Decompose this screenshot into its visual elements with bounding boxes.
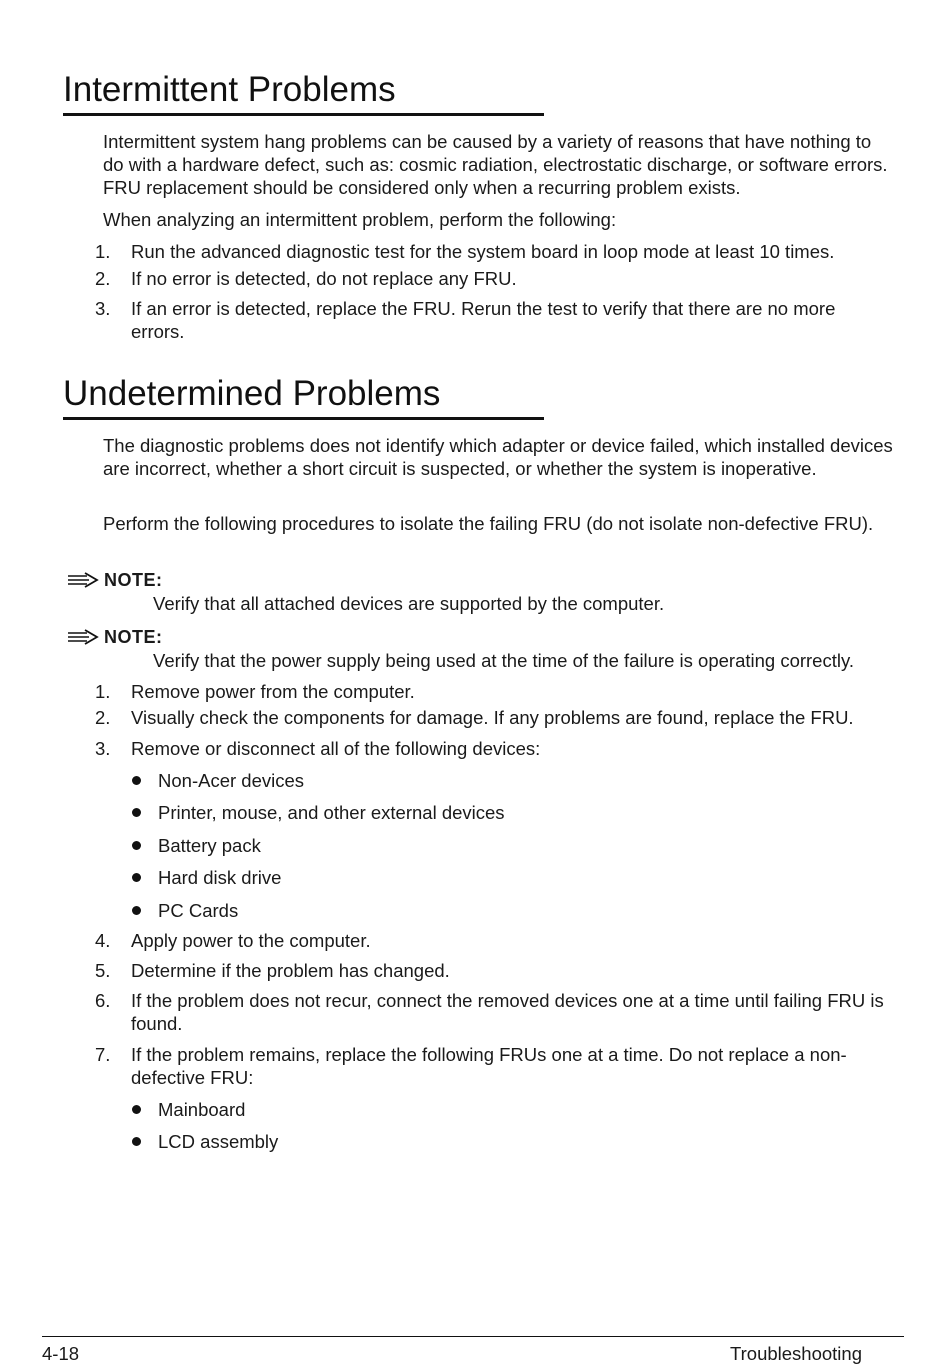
step-text: Remove power from the computer. [131,681,415,702]
undetermined-intro: The diagnostic problems does not identify which adapter or device failed, which installed devices are incorrect, whether a short circuit is suspected, or whether the system is inoperative. [103,435,893,479]
bullet-dot-icon [132,873,141,882]
note-text: Verify that all attached devices are supported by the computer. [153,593,665,614]
bullet-dot-icon [132,1137,141,1146]
bullet-text: Printer, mouse, and other external devices [158,802,505,823]
step-number: 7. [95,1044,111,1065]
bullet-text: Non-Acer devices [158,770,305,791]
step-number: 1. [95,241,111,262]
step-text: Determine if the problem has changed. [131,960,450,981]
bullet-text: Hard disk drive [158,867,282,888]
chapter-title: Troubleshooting [730,1343,862,1364]
step-text: Visually check the components for damage. If any problems are found, replace the FRU. [131,707,854,728]
bullet-dot-icon [132,841,141,850]
step-text: If no error is detected, do not replace any FRU. [131,268,517,289]
section-title-intermittent: Intermittent Problems [63,70,396,109]
bullet-dot-icon [132,906,141,915]
step-text: Remove or disconnect all of the following devices: [131,738,541,759]
bullet-dot-icon [132,1105,141,1114]
note-label: NOTE: [104,627,163,647]
bullet-text: LCD assembly [158,1131,279,1152]
step-text: Run the advanced diagnostic test for the system board in loop mode at least 10 times. [131,241,835,262]
step-number: 1. [95,681,111,702]
bullet-text: PC Cards [158,900,239,921]
bullet-dot-icon [132,808,141,817]
bullet-text: Mainboard [158,1099,246,1120]
section-title-undetermined: Undetermined Problems [63,374,441,413]
bullet-text: Battery pack [158,835,261,856]
note-label: NOTE: [104,570,163,590]
page-number: 4-18 [42,1343,80,1364]
footer-rule [42,1336,904,1337]
step-text: If the problem does not recur, connect the removed devices one at a time until failing FRU is found. [131,990,884,1034]
step-number: 5. [95,960,111,981]
step-number: 6. [95,990,111,1011]
bullet-dot-icon [132,776,141,785]
title-underline [63,113,544,116]
step-number: 2. [95,707,111,728]
step-number: 4. [95,930,111,951]
step-text: If an error is detected, replace the FRU. Rerun the test to verify that there are no more errors. [131,298,836,342]
step-text: Apply power to the computer. [131,930,371,951]
intermittent-intro: Intermittent system hang problems can be caused by a variety of reasons that have nothing to do with a hardware defect, such as: cosmic radiation, electrostatic discharge, or software errors. FRU replacement should be considered only when a recurring problem exists. [103,131,888,198]
undetermined-instruction: Perform the following procedures to isolate the failing FRU (do not isolate non-defective FRU). [103,513,874,534]
step-number: 3. [95,738,111,759]
step-number: 3. [95,298,111,319]
title-underline [63,417,544,420]
pencil-arrow-icon [67,629,99,645]
intermittent-instruction: When analyzing an intermittent problem, perform the following: [103,209,617,230]
note-text: Verify that the power supply being used at the time of the failure is operating correctly. [153,650,854,671]
pencil-arrow-icon [67,572,99,588]
step-text: If the problem remains, replace the following FRUs one at a time. Do not replace a non-defective FRU: [131,1044,847,1088]
step-number: 2. [95,268,111,289]
